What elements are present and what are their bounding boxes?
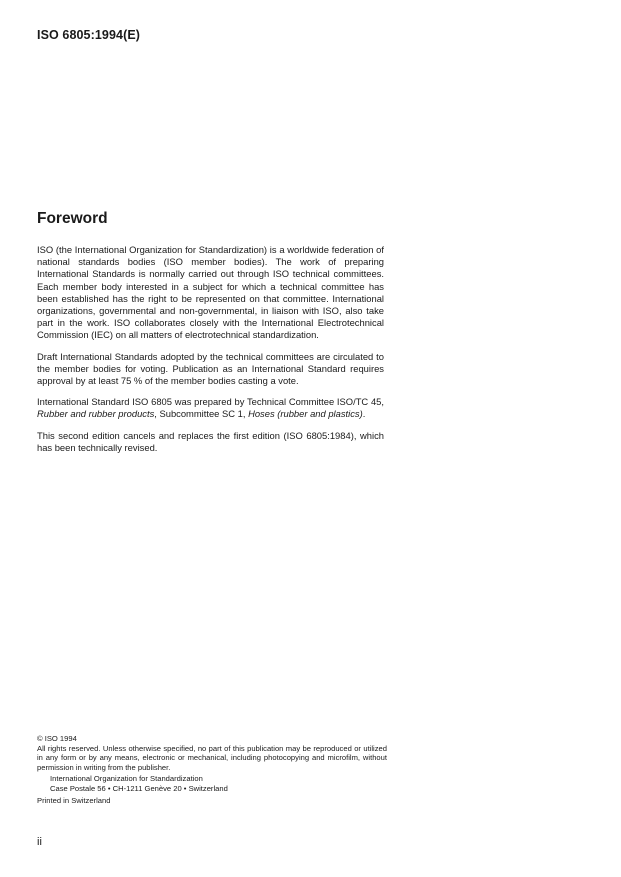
foreword-body bbox=[37, 244, 384, 463]
rights-statement: All rights reserved. Unless otherwise specified, no part of this publication may be reproduced or utilized in any form or by any means, electronic or mechanical, including photocopying and microfilm, without permission in writing from the publisher. bbox=[37, 743, 387, 772]
paragraph-committee bbox=[37, 396, 384, 420]
publisher-address bbox=[50, 774, 387, 793]
paragraph-iso-description: ISO (the International Organization for Standardization) is a worldwide federation of national standards bodies (ISO member bodies). The work of preparing International Standards is normally carried out through ISO technical committees. Each member body interested in a subject for which a technical committee has been established has the right to be represented on that committee. International organizations, governmental and non-governmental, in liaison with ISO, also take part in the work. ISO collaborates closely with the International Electrotechnical Commission (IEC) on all matters of electrotechnical standardization. bbox=[37, 244, 384, 341]
subcommittee-title: Hoses (rubber and plastics) bbox=[248, 408, 363, 420]
copyright-line: © ISO 1994 bbox=[37, 734, 77, 743]
document-identifier: ISO 6805:1994(E) bbox=[37, 28, 141, 42]
printed-location: Printed in Switzerland bbox=[37, 795, 111, 805]
committee-title: Rubber and rubber products bbox=[37, 408, 155, 420]
copyright-block bbox=[37, 734, 387, 805]
committee-text-2: , Subcommittee SC 1, bbox=[154, 408, 249, 420]
publisher-name: International Organization for Standardization bbox=[50, 774, 203, 784]
committee-text-1: International Standard ISO 6805 was prepared by Technical Committee ISO/TC 45, bbox=[37, 396, 384, 408]
paragraph-voting: Draft International Standards adopted by the technical committees are circulated to the member bodies for voting. Publication as an International Standard requires approval by at least 75 % of the member bodies casting a vote. bbox=[37, 350, 384, 387]
publisher-postal: Case Postale 56 • CH-1211 Genève 20 • Switzerland bbox=[50, 783, 228, 793]
page-title: Foreword bbox=[37, 210, 108, 227]
paragraph-edition: This second edition cancels and replaces the first edition (ISO 6805:1984), which has been technically revised. bbox=[37, 429, 384, 453]
page-number: ii bbox=[37, 836, 42, 848]
committee-text-3: . bbox=[362, 408, 366, 420]
